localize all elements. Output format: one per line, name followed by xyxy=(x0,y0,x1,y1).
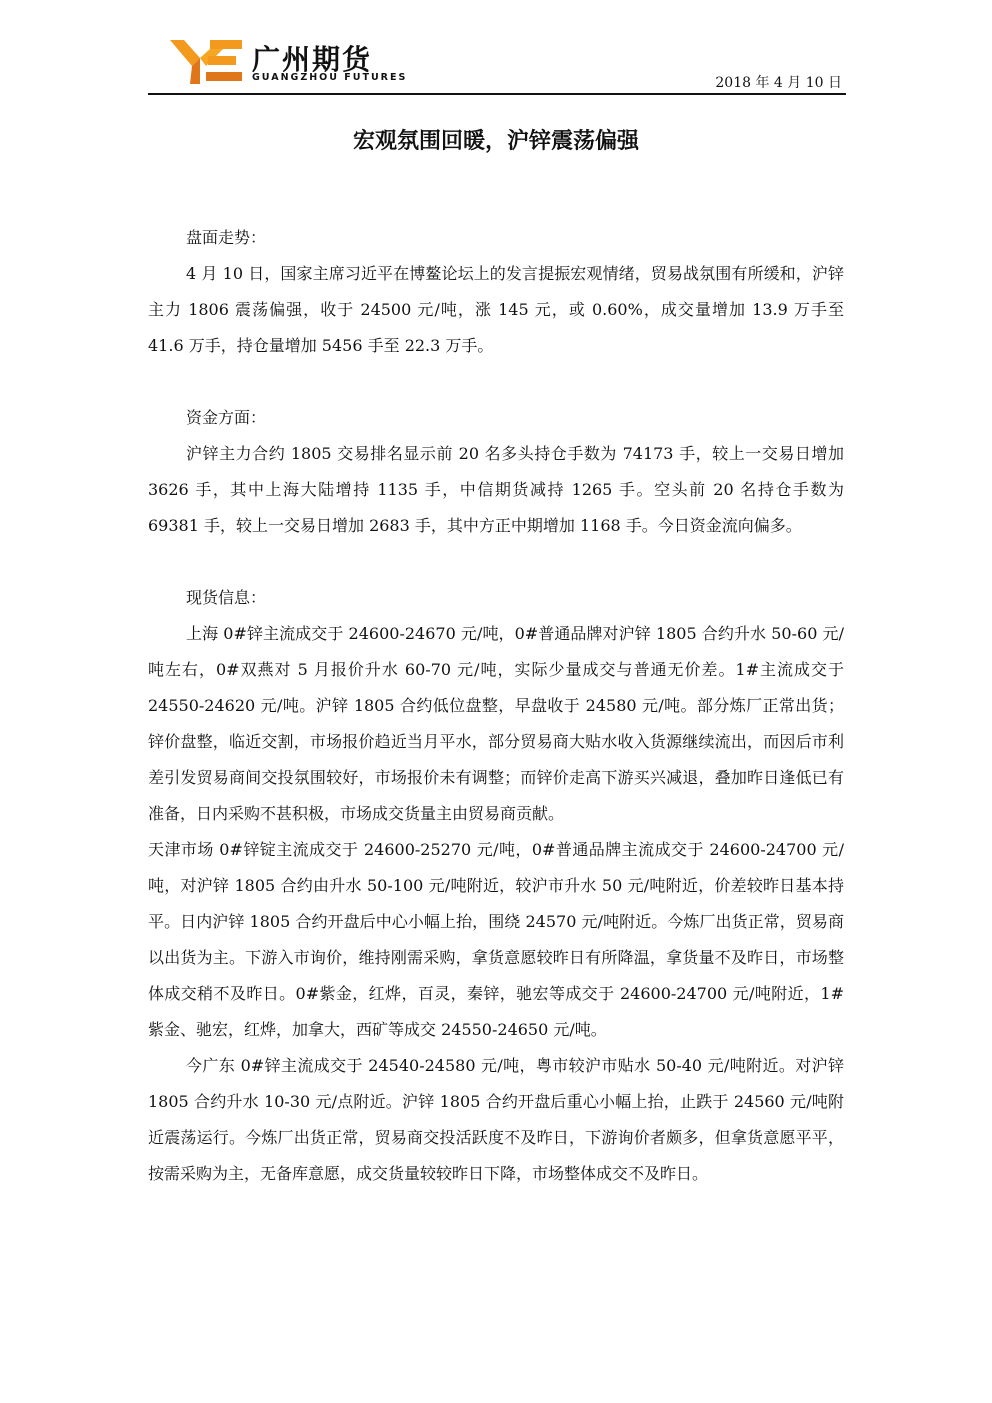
header-divider xyxy=(148,93,846,95)
paragraph-spot-tianjin: 天津市场 0#锌锭主流成交于 24600-25270 元/吨，0#普通品牌主流成交于 24600-24700 元/吨，对沪锌 1805 合约由升水 50-100 元/吨附近，较沪市升水 50 元/吨附近，价差较昨日基本持平。日内沪锌 1805 合约开盘后中心小幅上抬，围绕 24570 元/吨附近。今炼厂出货正常，贸易商以出货为主。下游入市询价，维持刚需采购，拿货意愿较昨日有所降温，拿货量不及昨日，市场整体成交稍不及昨日。0#紫金，红烨，百灵，秦锌，驰宏等成交于 24600-24700 元/吨附近，1#紫金、驰宏，红烨，加拿大，西矿等成交 24550-24650 元/吨。 xyxy=(148,840,844,1039)
paragraph-spot-shanghai: 上海 0#锌主流成交于 24600-24670 元/吨，0#普通品牌对沪锌 1805 合约升水 50-60 元/吨左右，0#双燕对 5 月报价升水 60-70 元/吨，实际少量成交与普通无价差。1#主流成交于 24550-24620 元/吨。沪锌 1805 合约低位盘整，早盘收于 24580 元/吨。部分炼厂正常出货；锌价盘整，临近交割，市场报价趋近当月平水，部分贸易商大贴水收入货源继续流出，而因后市利差引发贸易商间交投氛围较好，市场报价未有调整；而锌价走高下游买兴减退，叠加昨日逢低已有准备，日内采购不甚积极，市场成交货量主由贸易商贡献。 xyxy=(148,624,844,823)
report-body xyxy=(148,220,844,1192)
report-date: 2018 年 4 月 10 日 xyxy=(715,75,842,91)
section-heading-market: 盘面走势： xyxy=(186,228,267,247)
company-logo xyxy=(170,36,410,92)
spacer xyxy=(148,544,844,580)
report-title: 宏观氛围回暖，沪锌震荡偏强 xyxy=(352,129,639,154)
spacer xyxy=(148,364,844,400)
paragraph-spot-guangdong: 今广东 0#锌主流成交于 24540-24580 元/吨，粤市较沪市贴水 50-40 元/吨附近。对沪锌 1805 合约升水 10-30 元/点附近。沪锌 1805 合约开盘后重心小幅上抬，止跌于 24560 元/吨附近震荡运行。今炼厂出货正常，贸易商交投活跃度不及昨日，下游询价者颇多，但拿货意愿平平，按需采购为主，无备库意愿，成交货量较较昨日下降，市场整体成交不及昨日。 xyxy=(148,1056,844,1183)
paragraph-market: 4 月 10 日，国家主席习近平在博鳌论坛上的发言提振宏观情绪，贸易战氛围有所缓和，沪锌主力 1806 震荡偏强，收于 24500 元/吨，涨 145 元，或 0.60%，成交量增加 13.9 万手至 41.6 万手，持仓量增加 5456 手至 22.3 万手。 xyxy=(148,264,844,355)
paragraph-funds: 沪锌主力合约 1805 交易排名显示前 20 名多头持仓手数为 74173 手，较上一交易日增加 3626 手，其中上海大陆增持 1135 手，中信期货减持 1265 手。空头前 20 名持仓手数为 69381 手，较上一交易日增加 2683 手，其中方正中期增加 1168 手。今日资金流向偏多。 xyxy=(148,444,844,535)
logo-mark-icon xyxy=(170,36,244,86)
section-heading-funds: 资金方面： xyxy=(186,408,267,427)
logo-chinese-name: 广州期货 xyxy=(252,43,373,76)
section-heading-spot: 现货信息： xyxy=(186,588,267,607)
page-header xyxy=(148,28,846,94)
logo-english-name: GUANGZHOU FUTURES xyxy=(252,72,408,83)
